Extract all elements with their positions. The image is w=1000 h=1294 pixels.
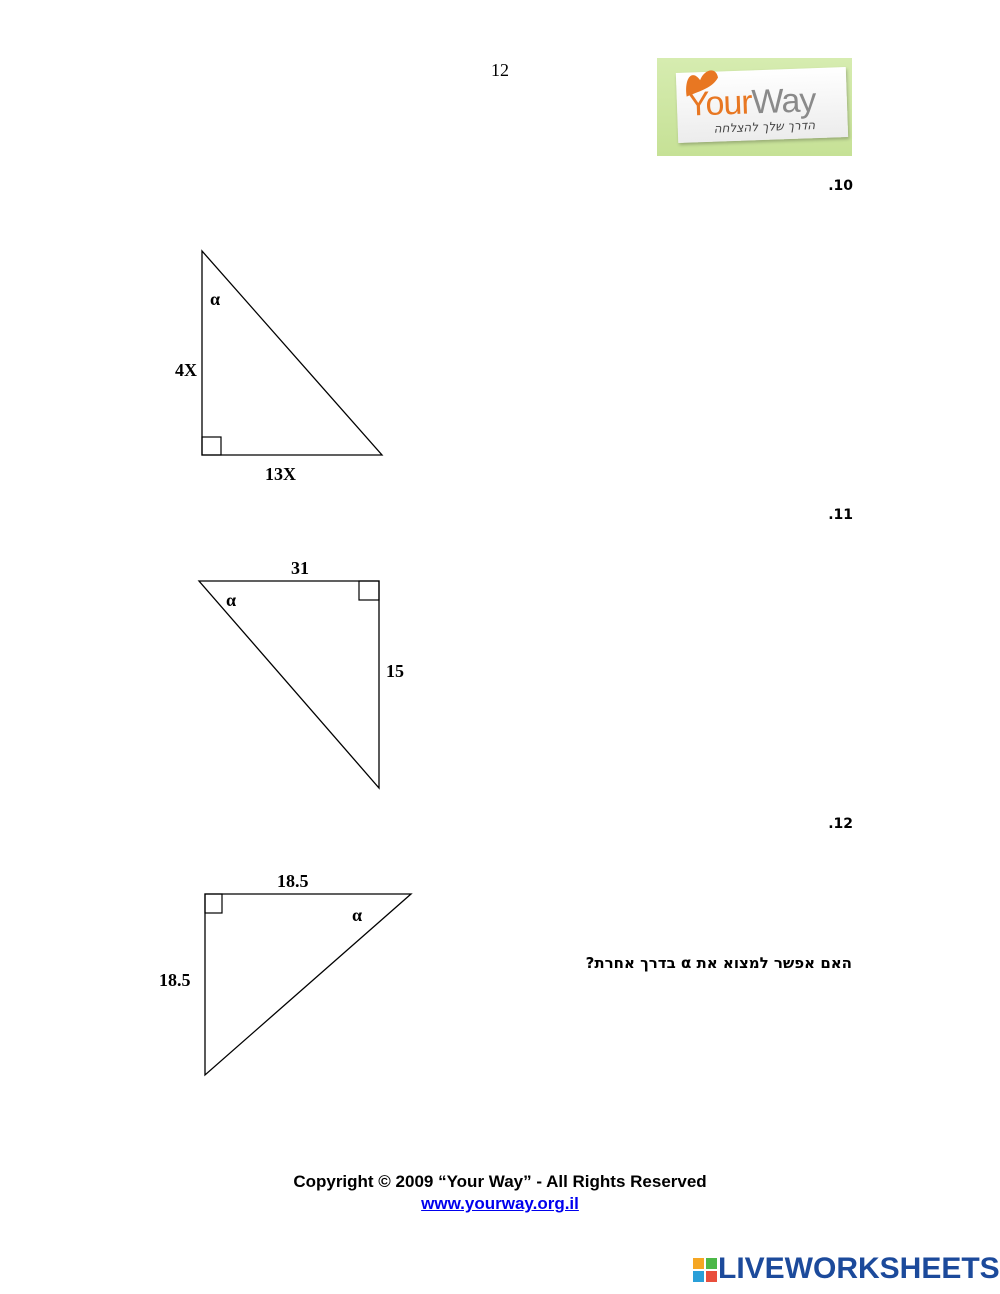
side-label-q10-horizontal: 13X: [265, 464, 296, 484]
logo-tagline: הדרך שלך להצלחה: [713, 118, 816, 136]
copyright-text: Copyright © 2009 “Your Way” - All Rights Reserved: [293, 1172, 707, 1191]
page-number: 12: [491, 60, 509, 80]
question-number-10: .10: [828, 178, 853, 194]
angle-label-q10: α: [210, 289, 221, 309]
angle-label-q11: α: [226, 590, 237, 610]
side-label-q10-vertical: 4X: [175, 360, 197, 380]
angle-label-q12: α: [352, 905, 363, 925]
side-label-q12-top: 18.5: [277, 871, 309, 891]
side-label-q12-left: 18.5: [159, 970, 191, 990]
question-12-prompt: האם אפשר למצוא את α בדרך אחרת?: [585, 954, 852, 972]
side-label-q11-top: 31: [291, 558, 309, 578]
side-label-q11-right: 15: [386, 661, 404, 681]
logo-brand-second: Way: [750, 81, 816, 122]
question-number-12: .12: [828, 816, 853, 832]
footer: [0, 1172, 1000, 1214]
triangle-q12-outline: [205, 894, 411, 1075]
website-link[interactable]: www.yourway.org.il: [421, 1194, 579, 1213]
question-number-11: .11: [828, 507, 853, 523]
liveworksheets-logo-icon: [693, 1258, 717, 1282]
right-angle-mark-q12: [205, 894, 222, 913]
liveworksheets-watermark: LIVEWORKSHEETS: [718, 1252, 1000, 1285]
logo-brand-first: Your: [686, 83, 753, 124]
